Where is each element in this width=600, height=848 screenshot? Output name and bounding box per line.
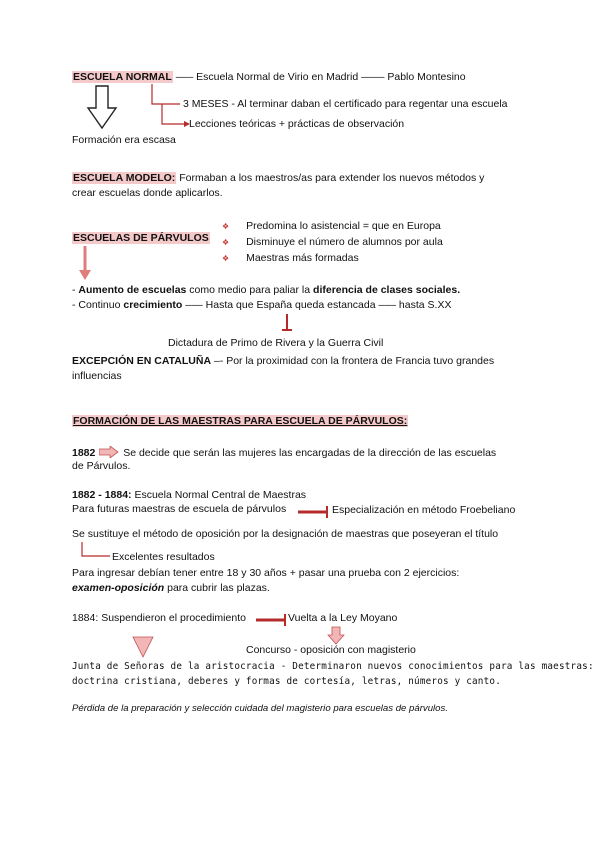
diamond-bullet-icon: ❖ [222, 254, 230, 263]
connector-line [80, 542, 112, 560]
down-arrow-icon [328, 627, 344, 645]
escuela-modelo-text1: Formaban a los maestros/as para extender los nuevos métodos y [176, 172, 485, 184]
range-label: 1882 - 1884: [72, 489, 132, 501]
right-arrow-icon [298, 505, 330, 519]
range-line: 1882 - 1884: Escuela Normal Central de Maestras [72, 489, 307, 501]
parvulos-bullet-1: ❖ Predomina lo asistencial = que en Europa [222, 220, 441, 232]
y1882-text2: de Párvulos. [72, 460, 131, 472]
junta-text1: Junta de Señoras de la aristocracia - Determinaron nuevos conocimientos para las maestras: [72, 661, 594, 672]
down-arrow-icon [133, 637, 155, 659]
parvulos-line-2: - Continuo crecimiento ––– Hasta que España queda estancada ––– hasta S.XX [72, 299, 452, 311]
parvulos-bullet-3: ❖ Maestras más formadas [222, 252, 359, 264]
escuela-modelo-title: ESCUELA MODELO: [73, 172, 176, 184]
y1882-label: 1882 [72, 447, 96, 459]
perdida-text: Pérdida de la preparación y selección cuidada del magisterio para escuelas de párvulos. [72, 703, 448, 714]
right-arrow-icon [99, 446, 119, 458]
diamond-bullet-icon: ❖ [222, 238, 230, 247]
sustituye-text: Se sustituye el método de oposición por la designación de maestras que poseyeran el título [72, 528, 499, 540]
y1882-line: 1882 Se decide que serán las mujeres las encargadas de la dirección de las escuelas [72, 447, 497, 459]
ingresar-text: Para ingresar debían tener entre 18 y 30 años + pasar una prueba con 2 ejercicios: [72, 567, 460, 579]
dictadura-text: Dictadura de Primo de Rivera y la Guerra Civil [168, 337, 384, 349]
formacion-heading-line [72, 415, 408, 428]
resultados-text: Excelentes resultados [112, 551, 215, 563]
escuela-normal-title: ESCUELA NORMAL [73, 71, 172, 83]
escuela-normal-text: ––– Escuela Normal de Virio en Madrid –––– Pablo Montesino [172, 71, 466, 83]
y1884-text: 1884: Suspendieron el procedimiento [72, 612, 246, 624]
especializacion-text: Especialización en método Froebeliano [332, 504, 516, 516]
parvulos-title-line [72, 232, 210, 245]
escuela-modelo-text2: crear escuelas donde aplicarlos. [72, 187, 223, 199]
diamond-bullet-icon: ❖ [222, 222, 230, 231]
right-arrow-icon [256, 613, 288, 627]
escuela-normal-note: Formación era escasa [72, 134, 176, 146]
formacion-heading: FORMACIÓN DE LAS MAESTRAS PARA ESCUELA DE PÁRVULOS: [73, 415, 408, 427]
down-arrow-icon [78, 246, 92, 282]
cataluna-line: EXCEPCIÓN EN CATALUÑA –- Por la proximidad con la frontera de Francia tuvo grandes [72, 355, 495, 367]
down-arrow-icon [88, 86, 118, 130]
futuras-text: Para futuras maestras de escuela de párvulos [72, 503, 287, 515]
escuela-normal-sub2: Lecciones teóricas + prácticas de observación [189, 118, 405, 130]
junta-text2: doctrina cristiana, deberes y formas de cortesía, letras, números y canto. [72, 676, 501, 687]
escuela-normal-sub1: 3 MESES - Al terminar daban el certificado para regentar una escuela [183, 98, 508, 110]
concurso-text: Concurso - oposición con magisterio [246, 644, 416, 656]
parvulos-line-1: - Aumento de escuelas como medio para paliar la diferencia de clases sociales. [72, 284, 461, 296]
cataluna-text2: influencias [72, 370, 122, 382]
escuela-modelo-line [72, 172, 484, 185]
examen-line: examen-oposición para cubrir las plazas. [72, 582, 270, 594]
examen-label: examen-oposición [72, 582, 165, 594]
cataluna-title: EXCEPCIÓN EN CATALUÑA [72, 355, 212, 367]
moyano-text: Vuelta a la Ley Moyano [288, 612, 398, 624]
parvulos-title: ESCUELAS DE PÁRVULOS [73, 232, 209, 244]
down-arrow-icon [280, 314, 294, 334]
parvulos-bullet-2: ❖ Disminuye el número de alumnos por aula [222, 236, 443, 248]
escuela-normal-line [72, 71, 466, 84]
